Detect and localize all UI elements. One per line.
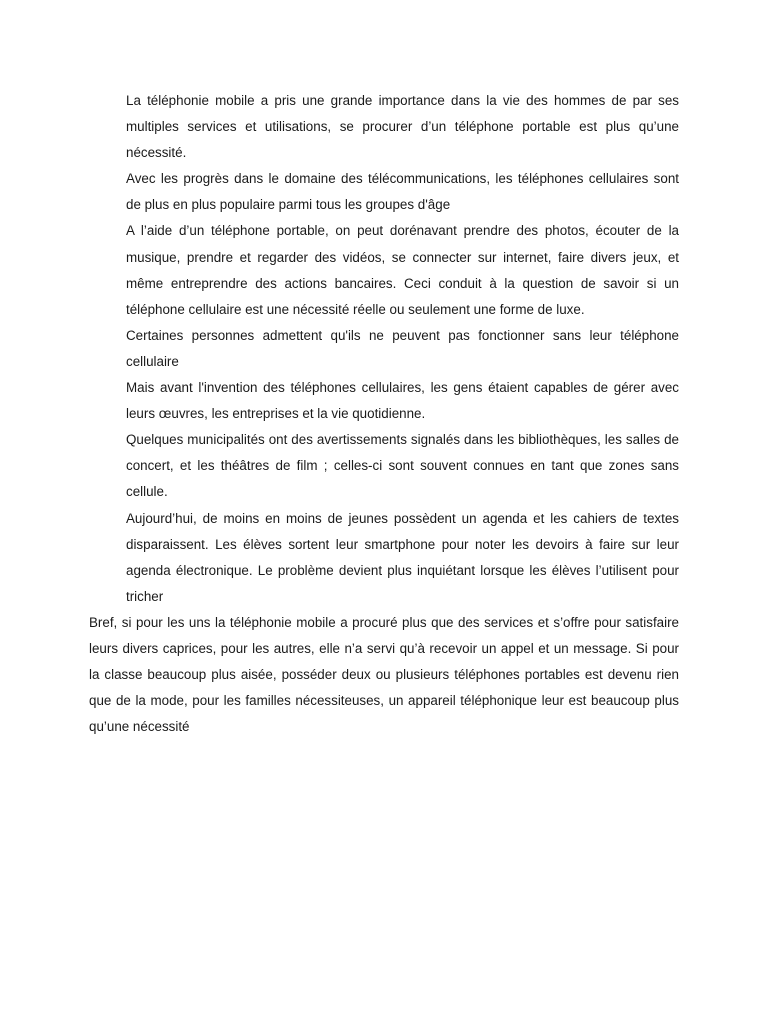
paragraph-intro: La téléphonie mobile a pris une grande importance dans la vie des hommes de par ses multiples services et utilisations, se procurer d’un téléphone portable est plus qu’une nécessité. bbox=[126, 93, 679, 161]
paragraph-uses: A l’aide d’un téléphone portable, on peut dorénavant prendre des photos, écouter de la musique, prendre et regarder des vidéos, se connecter sur internet, faire divers jeux, et même entreprendre des actions bancaires. Ceci conduit à la question de savoir si un téléphone cellulaire est une nécessité réelle ou seulement une forme de luxe. bbox=[126, 223, 679, 317]
paragraph-dependence: Certaines personnes admettent qu'ils ne peuvent pas fonctionner sans leur téléphone cellulaire bbox=[126, 327, 679, 369]
paragraph-municipalities: Quelques municipalités ont des avertissements signalés dans les bibliothèques, les salles de concert, et les théâtres de film ; celles-ci sont souvent connues en tant que zones sans cellule. bbox=[126, 432, 679, 500]
paragraph-students: Aujourd’hui, de moins en moins de jeunes possèdent un agenda et les cahiers de textes disparaissent. Les élèves sortent leur smartphone pour noter les devoirs à faire sur leur agenda électronique. Le problème devient plus inquiétant lorsque les élèves l’utilisent pour tricher bbox=[126, 510, 679, 604]
document-body bbox=[89, 88, 679, 740]
paragraph-conclusion: Bref, si pour les uns la téléphonie mobile a procuré plus que des services et s’offre pour satisfaire leurs divers caprices, pour les autres, elle n’a servi qu’à recevoir un appel et un message. Si pour la classe beaucoup plus aisée, posséder deux ou plusieurs téléphones portables est devenu rien que de la mode, pour les familles nécessiteuses, un appareil téléphonique leur est beaucoup plus qu’une nécessité bbox=[89, 614, 679, 735]
paragraph-progress: Avec les progrès dans le domaine des télécommunications, les téléphones cellulaires sont de plus en plus populaire parmi tous les groupes d'âge bbox=[126, 171, 679, 213]
paragraph-before-invention: Mais avant l'invention des téléphones cellulaires, les gens étaient capables de gérer avec leurs œuvres, les entreprises et la vie quotidienne. bbox=[126, 380, 679, 422]
